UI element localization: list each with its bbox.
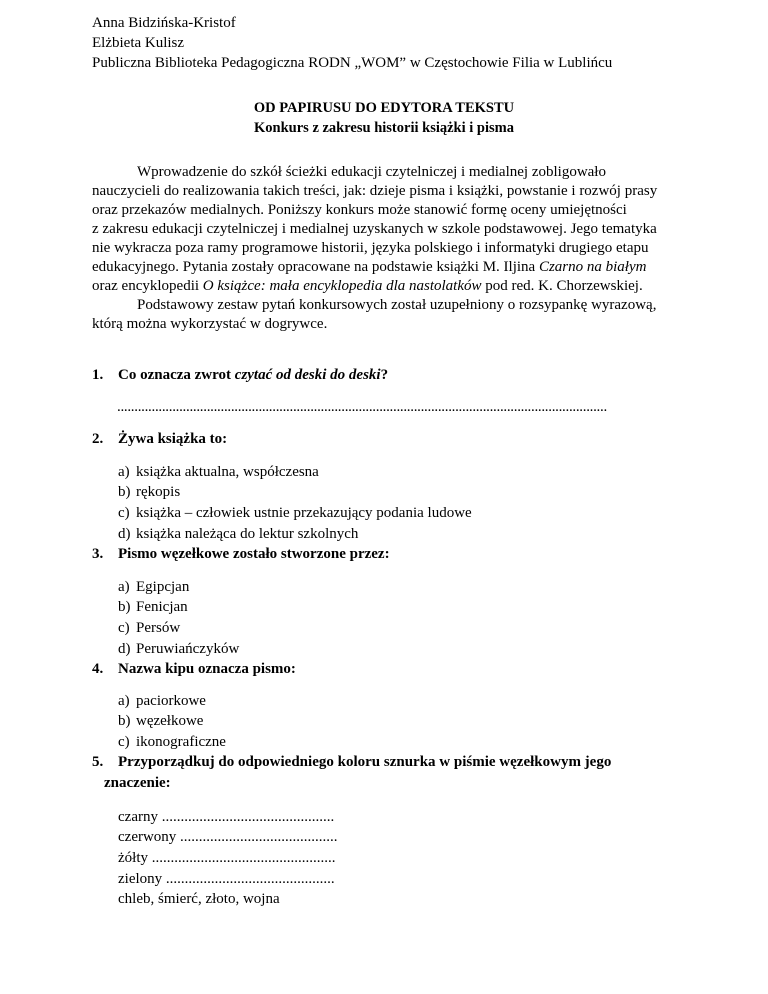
intro-line: nauczycieli do realizowania takich treści, jak: dzieje pisma i książki, powstanie i rozwój prasy	[92, 183, 658, 199]
option-d[interactable]: d) Peruwiańczyków	[118, 641, 240, 657]
question-number: 5.	[92, 754, 104, 770]
book-title: Czarno na białym	[538, 259, 647, 275]
options-list	[0, 578, 768, 658]
intro-line: nie wykracza poza ramy programowe historii, języka polskiego i informatyki drugiego etapu	[92, 240, 649, 256]
question-text: Przyporządkuj do odpowiedniego koloru sznurka w piśmie węzełkowym jego	[118, 754, 612, 770]
question-number: 1.	[92, 367, 104, 383]
intro-paragraph	[92, 163, 682, 334]
options-list	[0, 692, 768, 752]
intro-text: edukacyjnego. Pytania zostały opracowane na podstawie książki M. Iljina	[92, 259, 539, 275]
intro-text: oraz encyklopedii	[92, 278, 203, 294]
option-a[interactable]: a) Egipcjan	[118, 579, 190, 595]
question-number: 4.	[92, 661, 104, 677]
intro-line: oraz przekazów medialnych. Poniższy konkurs może stanowić formę oceny umiejętności	[92, 202, 627, 218]
author-name: Elżbieta Kulisz	[92, 35, 185, 51]
question-3	[0, 545, 768, 565]
question-5	[0, 753, 768, 795]
answer-line[interactable]: ..............................................................................................................................................	[117, 399, 607, 415]
question-number: 2.	[92, 431, 104, 447]
intro-line	[92, 277, 682, 296]
authors-block	[92, 13, 612, 73]
question-text: Pismo węzełkowe zostało stworzone przez:	[118, 546, 390, 562]
option-c[interactable]: c) książka – człowiek ustnie przekazujący podania ludowe	[118, 505, 472, 521]
author-name: Anna Bidzińska-Kristof	[92, 15, 236, 31]
intro-text: pod red. K. Chorzewskiej.	[481, 278, 643, 294]
option-d[interactable]: d) książka należąca do lektur szkolnych	[118, 526, 359, 542]
intro-line: z zakresu edukacji czytelniczej i medialnej uzyskanych w szkole podstawowej. Jego tematyka	[92, 221, 657, 237]
institution-name: Publiczna Biblioteka Pedagogiczna RODN „WOM” w Częstochowie Filia w Lublińcu	[92, 55, 613, 71]
intro-line: Podstawowy zestaw pytań konkursowych został uzupełniony o rozsypankę wyrazową,	[137, 297, 657, 313]
intro-line: Wprowadzenie do szkół ścieżki edukacji czytelniczej i medialnej zobligowało	[137, 164, 606, 180]
question-1	[0, 366, 768, 386]
question-4	[0, 660, 768, 680]
question-text: Co oznacza zwrot czytać od deski do deski?	[118, 367, 389, 383]
options-list	[0, 463, 768, 543]
blank-red[interactable]: czerwony ..........................................	[118, 829, 338, 845]
intro-line	[92, 258, 682, 277]
option-c[interactable]: c) Persów	[118, 620, 181, 636]
question-2	[0, 430, 768, 450]
option-c[interactable]: c) ikonograficzne	[118, 734, 226, 750]
blank-green[interactable]: zielony .............................................	[118, 871, 335, 887]
option-b[interactable]: b) rękopis	[118, 484, 181, 500]
option-a[interactable]: a) książka aktualna, współczesna	[118, 464, 319, 480]
book-title: O książce: mała encyklopedia dla nastolatków	[202, 278, 482, 294]
question-number: 3.	[92, 546, 104, 562]
question-text: Nazwa kipu oznacza pismo:	[118, 661, 296, 677]
option-a[interactable]: a) paciorkowe	[118, 693, 206, 709]
document-title: OD PAPIRUSU DO EDYTORA TEKSTU	[253, 100, 515, 116]
option-b[interactable]: b) węzełkowe	[118, 713, 204, 729]
document-subtitle: Konkurs z zakresu historii książki i pisma	[254, 120, 514, 136]
word-bank: chleb, śmierć, złoto, wojna	[118, 891, 280, 907]
question-text: Żywa książka to:	[118, 431, 228, 447]
blank-black[interactable]: czarny ..............................................	[118, 809, 335, 825]
option-b[interactable]: b) Fenicjan	[118, 599, 188, 615]
intro-line: którą można wykorzystać w dogrywce.	[92, 316, 328, 332]
matching-list	[0, 808, 768, 908]
blank-yellow[interactable]: żółty .................................................	[118, 850, 336, 866]
question-text: znaczenie:	[104, 775, 171, 791]
